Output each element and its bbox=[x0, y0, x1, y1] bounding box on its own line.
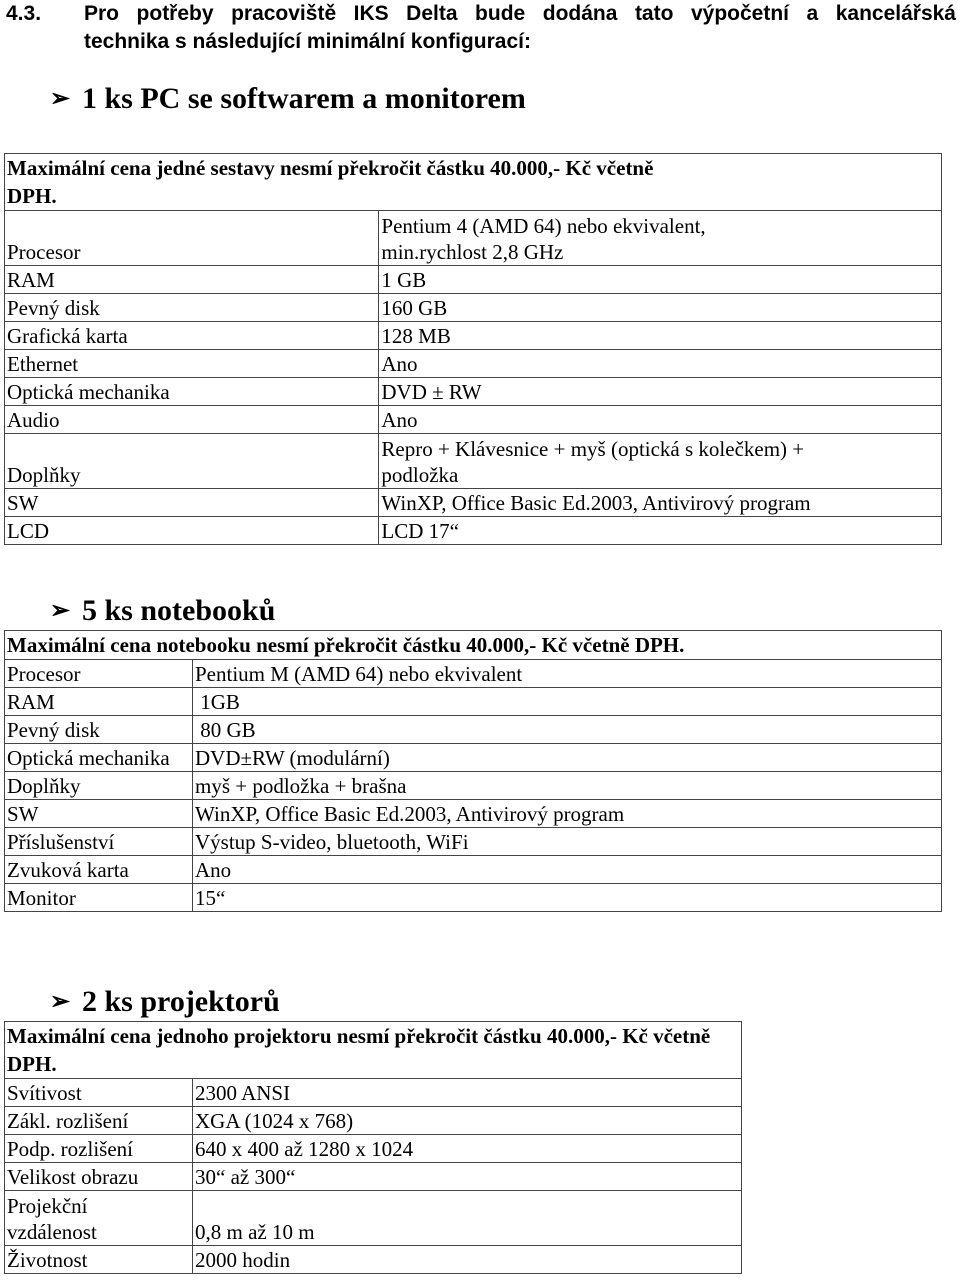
table-row bbox=[5, 1107, 742, 1135]
spec-label: Projekční vzdálenost bbox=[5, 1191, 193, 1246]
notebook-bullet-text: 5 ks notebooků bbox=[82, 594, 276, 627]
spec-label: Zákl. rozlišení bbox=[5, 1107, 193, 1135]
spec-label: Grafická karta bbox=[5, 322, 379, 350]
spec-label: Příslušenství bbox=[5, 828, 193, 856]
section-title-line2: technika s následující minimální konfigurací: bbox=[84, 30, 531, 53]
spec-label: Doplňky bbox=[5, 434, 379, 489]
spec-label: SW bbox=[5, 489, 379, 517]
table-row bbox=[5, 434, 942, 489]
notebook-spec-table bbox=[4, 630, 942, 912]
spec-value: Pentium 4 (AMD 64) nebo ekvivalent, min.rychlost 2,8 GHz bbox=[379, 211, 942, 266]
spec-label: Pevný disk bbox=[5, 294, 379, 322]
spec-value: Ano bbox=[379, 350, 942, 378]
projector-price-row bbox=[5, 1022, 742, 1079]
spec-value: Ano bbox=[379, 406, 942, 434]
table-row bbox=[5, 744, 942, 772]
spec-value: 1GB bbox=[193, 688, 942, 716]
table-row bbox=[5, 406, 942, 434]
pc-bullet-text: 1 ks PC se softwarem a monitorem bbox=[82, 82, 526, 115]
spec-value: DVD ± RW bbox=[379, 378, 942, 406]
table-row bbox=[5, 517, 942, 545]
spec-label: Monitor bbox=[5, 884, 193, 912]
spec-value: DVD±RW (modulární) bbox=[193, 744, 942, 772]
spec-label: Svítivost bbox=[5, 1079, 193, 1107]
spec-value: Výstup S-video, bluetooth, WiFi bbox=[193, 828, 942, 856]
table-row bbox=[5, 211, 942, 266]
spec-label: RAM bbox=[5, 266, 379, 294]
projector-spec-table bbox=[4, 1021, 742, 1274]
table-row bbox=[5, 688, 942, 716]
table-row bbox=[5, 716, 942, 744]
spec-value: Repro + Klávesnice + myš (optická s kolečkem) + podložka bbox=[379, 434, 942, 489]
spec-label: LCD bbox=[5, 517, 379, 545]
spec-value: Ano bbox=[193, 856, 942, 884]
table-row bbox=[5, 350, 942, 378]
spec-label: Pevný disk bbox=[5, 716, 193, 744]
table-row bbox=[5, 856, 942, 884]
table-row bbox=[5, 1079, 742, 1107]
table-row bbox=[5, 1191, 742, 1246]
spec-value: 30“ až 300“ bbox=[193, 1163, 742, 1191]
pc-price-note: Maximální cena jedné sestavy nesmí překročit částku 40.000,- Kč včetně DPH. bbox=[5, 154, 942, 211]
spec-label: Zvuková karta bbox=[5, 856, 193, 884]
spec-label: Optická mechanika bbox=[5, 744, 193, 772]
spec-label: Doplňky bbox=[5, 772, 193, 800]
spec-label: SW bbox=[5, 800, 193, 828]
section-number: 4.3. bbox=[6, 2, 42, 25]
spec-label: Velikost obrazu bbox=[5, 1163, 193, 1191]
spec-value: WinXP, Office Basic Ed.2003, Antivirový program bbox=[379, 489, 942, 517]
table-row bbox=[5, 294, 942, 322]
spec-label: Procesor bbox=[5, 660, 193, 688]
pc-bullet bbox=[50, 82, 526, 116]
table-row bbox=[5, 1246, 742, 1274]
spec-value: myš + podložka + brašna bbox=[193, 772, 942, 800]
spec-value: 0,8 m až 10 m bbox=[193, 1191, 742, 1246]
arrow-bullet-icon: ➢ bbox=[50, 989, 71, 1015]
table-row bbox=[5, 1135, 742, 1163]
spec-value: 1 GB bbox=[379, 266, 942, 294]
pc-spec-table bbox=[4, 153, 942, 545]
notebook-price-note: Maximální cena notebooku nesmí překročit částku 40.000,- Kč včetně DPH. bbox=[5, 631, 942, 660]
spec-value: 2300 ANSI bbox=[193, 1079, 742, 1107]
section-title-line1: Pro potřeby pracoviště IKS Delta bude dodána tato výpočetní a kancelářská bbox=[84, 2, 956, 25]
table-row bbox=[5, 884, 942, 912]
spec-value: WinXP, Office Basic Ed.2003, Antivirový program bbox=[193, 800, 942, 828]
spec-value: 2000 hodin bbox=[193, 1246, 742, 1274]
table-row bbox=[5, 266, 942, 294]
spec-value: 160 GB bbox=[379, 294, 942, 322]
table-row bbox=[5, 772, 942, 800]
table-row bbox=[5, 322, 942, 350]
pc-price-row bbox=[5, 154, 942, 211]
spec-label: Podp. rozlišení bbox=[5, 1135, 193, 1163]
arrow-bullet-icon: ➢ bbox=[50, 86, 71, 112]
spec-value: 128 MB bbox=[379, 322, 942, 350]
projector-bullet bbox=[50, 985, 280, 1019]
projector-bullet-text: 2 ks projektorů bbox=[82, 985, 280, 1018]
notebook-price-row bbox=[5, 631, 942, 660]
spec-label: Audio bbox=[5, 406, 379, 434]
table-row bbox=[5, 378, 942, 406]
spec-label: RAM bbox=[5, 688, 193, 716]
table-row bbox=[5, 1163, 742, 1191]
arrow-bullet-icon: ➢ bbox=[50, 598, 71, 624]
table-row bbox=[5, 800, 942, 828]
spec-value: LCD 17“ bbox=[379, 517, 942, 545]
table-row bbox=[5, 828, 942, 856]
spec-label: Optická mechanika bbox=[5, 378, 379, 406]
table-row bbox=[5, 489, 942, 517]
spec-value: 15“ bbox=[193, 884, 942, 912]
spec-value: Pentium M (AMD 64) nebo ekvivalent bbox=[193, 660, 942, 688]
spec-value: XGA (1024 x 768) bbox=[193, 1107, 742, 1135]
notebook-bullet bbox=[50, 594, 275, 628]
table-row bbox=[5, 660, 942, 688]
spec-label: Ethernet bbox=[5, 350, 379, 378]
spec-label: Procesor bbox=[5, 211, 379, 266]
projector-price-note: Maximální cena jednoho projektoru nesmí překročit částku 40.000,- Kč včetně DPH. bbox=[5, 1022, 742, 1079]
spec-label: Životnost bbox=[5, 1246, 193, 1274]
spec-value: 640 x 400 až 1280 x 1024 bbox=[193, 1135, 742, 1163]
spec-value: 80 GB bbox=[193, 716, 942, 744]
